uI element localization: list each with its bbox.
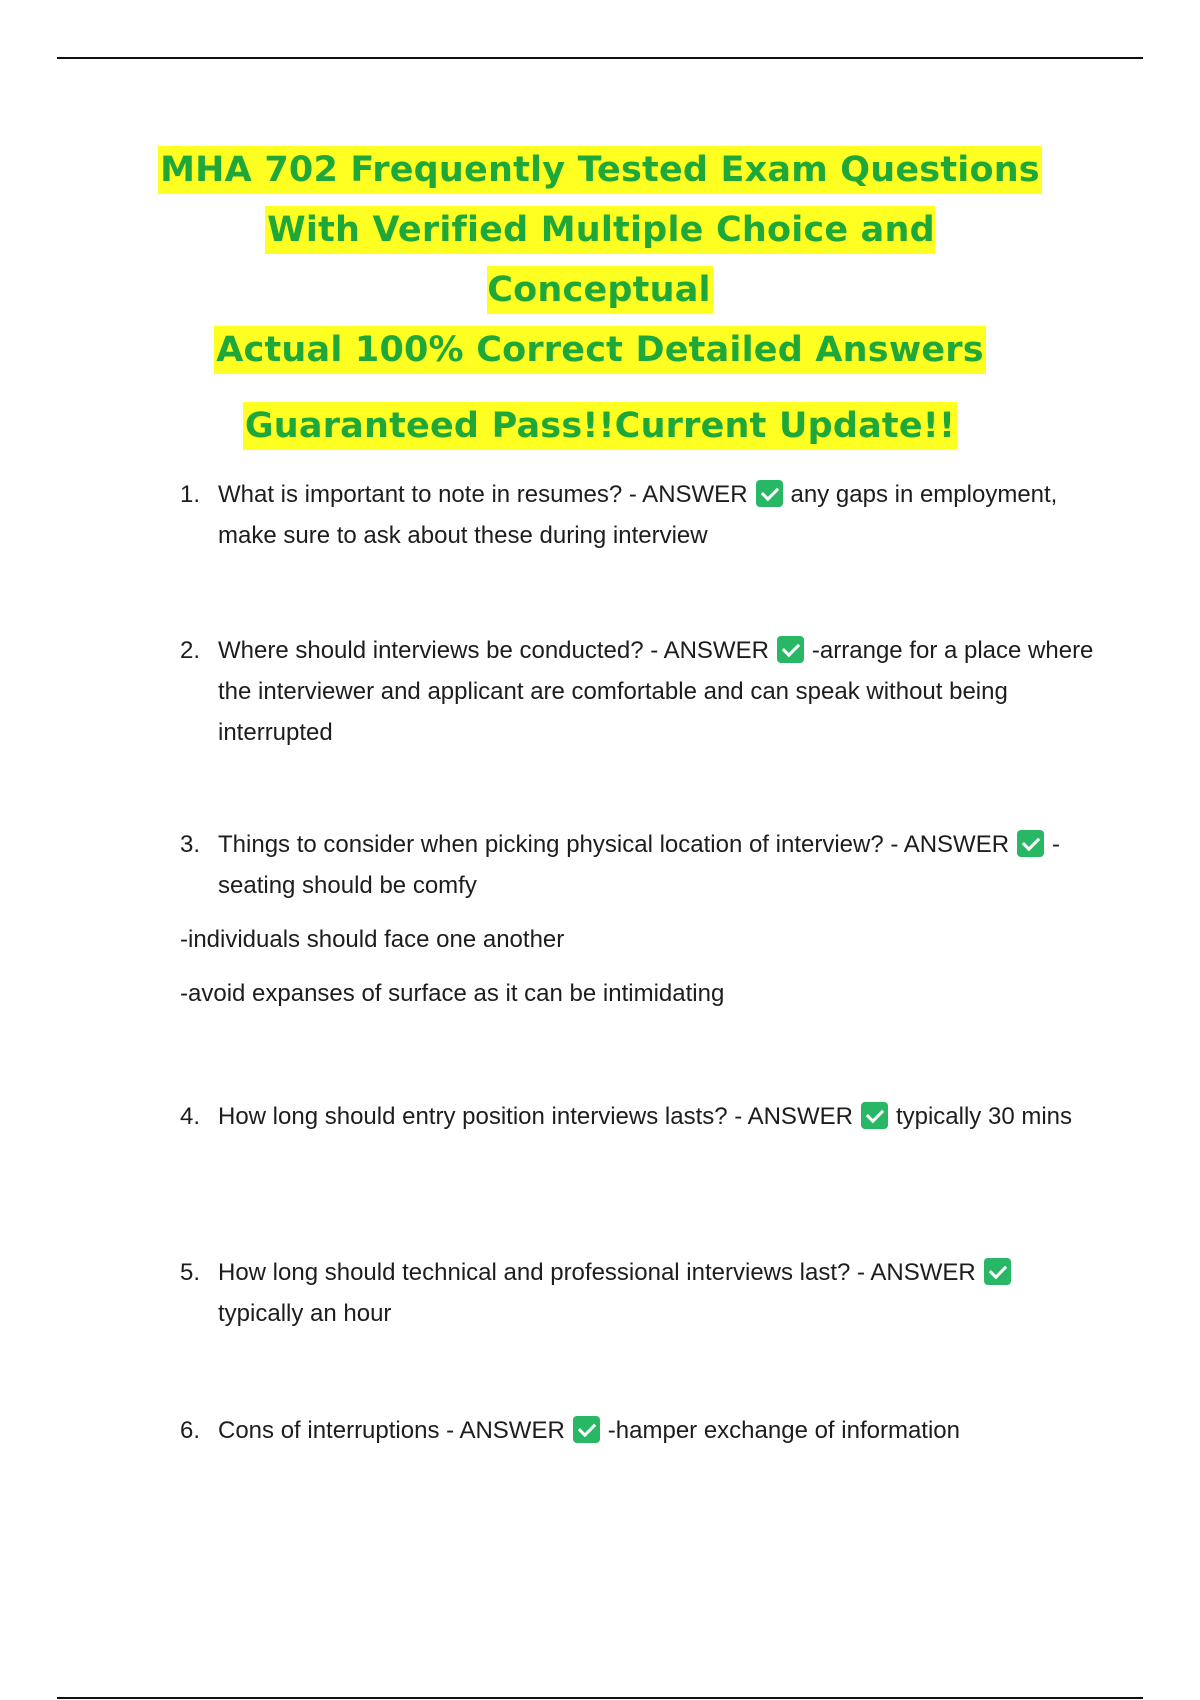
check-box-icon <box>984 1258 1011 1285</box>
answer-text: -seating should be comfy <box>218 831 1061 899</box>
title-line-4: Guaranteed Pass!!Current Update!! <box>243 402 957 450</box>
question-text: Where should interviews be conducted? - ANSWER <box>218 637 769 664</box>
document-title <box>150 140 1050 456</box>
answer-extra-line-1: -individuals should face one another <box>180 926 565 953</box>
answer-text: -hamper exchange of information <box>607 1417 960 1444</box>
title-line-3: Actual 100% Correct Detailed Answers <box>214 326 986 374</box>
answer-text: -arrange for a place where the interviewer and applicant are comfortable and can speak without being interrupted <box>218 637 1094 746</box>
check-box-icon <box>777 636 804 663</box>
check-box-icon <box>573 1416 600 1443</box>
check-box-icon <box>1017 830 1044 857</box>
qa-item-2 <box>180 630 1100 753</box>
question-text: Cons of interruptions - ANSWER <box>218 1417 565 1444</box>
top-rule <box>57 57 1143 59</box>
bottom-rule <box>57 1697 1143 1699</box>
check-box-icon <box>861 1102 888 1129</box>
answer-text: typically an hour <box>218 1300 392 1327</box>
answer-extra-line-2: -avoid expanses of surface as it can be intimidating <box>180 980 725 1007</box>
answer-text: any gaps in employment, make sure to ask about these during interview <box>218 481 1058 549</box>
question-text: What is important to note in resumes? - ANSWER <box>218 481 748 508</box>
item-number: 1. <box>180 481 201 508</box>
item-number: 6. <box>180 1417 201 1444</box>
answer-text: typically 30 mins <box>895 1103 1072 1130</box>
question-text: Things to consider when picking physical location of interview? - ANSWER <box>218 831 1010 858</box>
title-line-1: MHA 702 Frequently Tested Exam Questions <box>158 146 1042 194</box>
item-number: 4. <box>180 1103 201 1130</box>
question-text: How long should technical and professional interviews last? - ANSWER <box>218 1259 976 1286</box>
question-text: How long should entry position interviews lasts? - ANSWER <box>218 1103 853 1130</box>
item-number: 2. <box>180 637 201 664</box>
check-box-icon <box>756 480 783 507</box>
qa-item-5 <box>180 1252 1100 1334</box>
qa-item-6 <box>180 1410 1100 1451</box>
qa-item-1 <box>180 474 1100 556</box>
qa-item-3 <box>180 824 1100 906</box>
qa-item-4 <box>180 1096 1100 1137</box>
item-number: 5. <box>180 1259 201 1286</box>
title-line-2: With Verified Multiple Choice and Conceptual <box>265 206 935 314</box>
item-number: 3. <box>180 831 201 858</box>
